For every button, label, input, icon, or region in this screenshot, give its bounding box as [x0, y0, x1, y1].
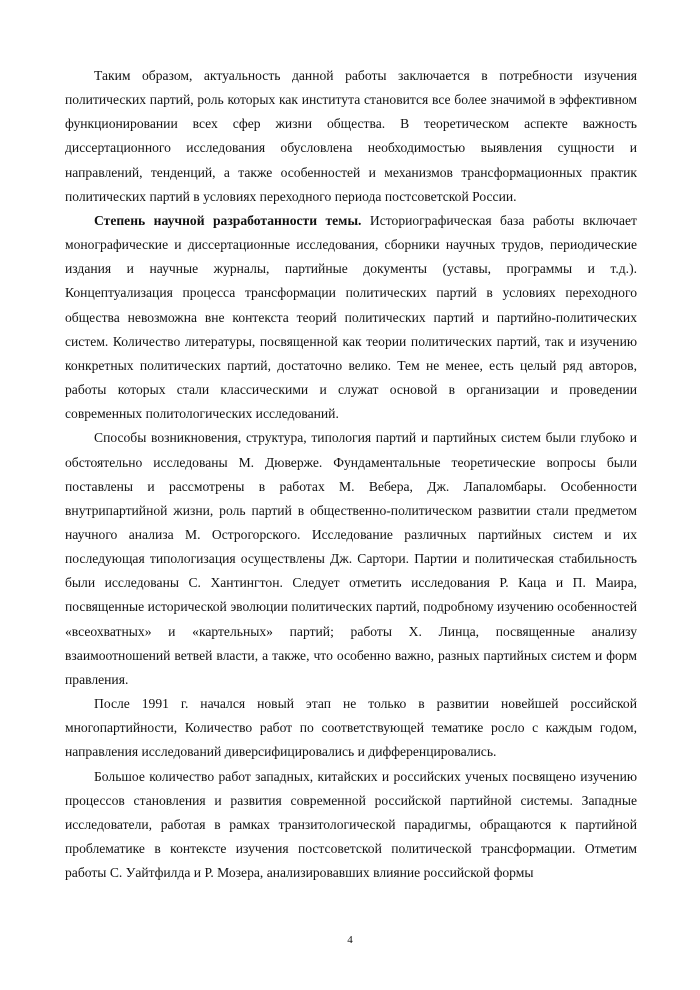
section-heading-inline: Степень научной разработанности темы. — [94, 212, 362, 228]
body-text — [65, 64, 637, 885]
paragraph-text: Способы возникновения, структура, типология партий и партийных систем были глубоко и обстоятельно исследованы М. Дюверже. Фундаментальные теоретические вопросы были поставлены и рассмотрены в работах М. Вебера, Дж. Лапаломбары. Особенности внутрипартийной жизни, роль партий в общественно-политическом развитии стали предметом научного анализа М. Острогорского. Исследование различных партийных систем и их последующая типологизация осуществлены Дж. Сартори. Партии и политическая стабильность были исследованы С. Хантингтон. Следует отметить исследования Р. Каца и П. Маира, посвященные исторической эволюции политических партий, подробному изучению особенностей «всеохватных» и «картельных» партий; работы Х. Линца, посвященные анализу взаимоотношений ветвей власти, а также, что особенно важно, разных партийных систем и форм правления. — [65, 430, 637, 687]
paragraph-classic-authors — [65, 426, 637, 692]
paragraph-text: Таким образом, актуальность данной работы заключается в потребности изучения политических партий, роль которых как института становится все более значимой в эффективном функционировании всех сфер жизни общества. В теоретическом аспекте важность диссертационного исследования обусловлена необходимостью выявления сущности и направлений, тенденций, а также особенностей и механизмов трансформационных практик политических партий в условиях переходного периода постсоветской России. — [65, 68, 637, 204]
page-number: 4 — [347, 934, 353, 946]
paragraph-text: После 1991 г. начался новый этап не только в развитии новейшей российской многопартийности, Количество работ по соответствующей тематике росло с каждым годом, направления исследований диверсифицировались и дифференцировались. — [65, 696, 637, 760]
paragraph-text: Большое количество работ западных, китайских и российских ученых посвящено изучению процессов становления и развития современной российской партийной системы. Западные исследователи, работая в рамках транзитологической парадигмы, обращаются к партийной проблематике в контексте изучения постсоветской политической трансформации. Отметим работы С. Уайтфилда и Р. Мозера, анализировавших влияние российской формы — [65, 768, 637, 881]
paragraph-after-1991 — [65, 692, 637, 764]
paragraph-relevance — [65, 64, 637, 209]
paragraph-text: Историографическая база работы включает монографические и диссертационные исследования, сборники научных трудов, периодические издания и научные журналы, партийные документы (уставы, программы и т.д.). Концептуализация процесса трансформации политических партий в условиях переходного общества невозможна вне контекста теорий политических партий и партийно-политических систем. Количество литературы, посвященной как теории политических партий, так и изучению конкретных политических партий, достаточно велико. Тем не менее, есть целый ряд авторов, работы которых стали классическими и служат основой в организации и проведении современных политологических исследований. — [65, 212, 637, 422]
paragraph-western-research — [65, 765, 637, 886]
paragraph-research-degree — [65, 209, 637, 426]
